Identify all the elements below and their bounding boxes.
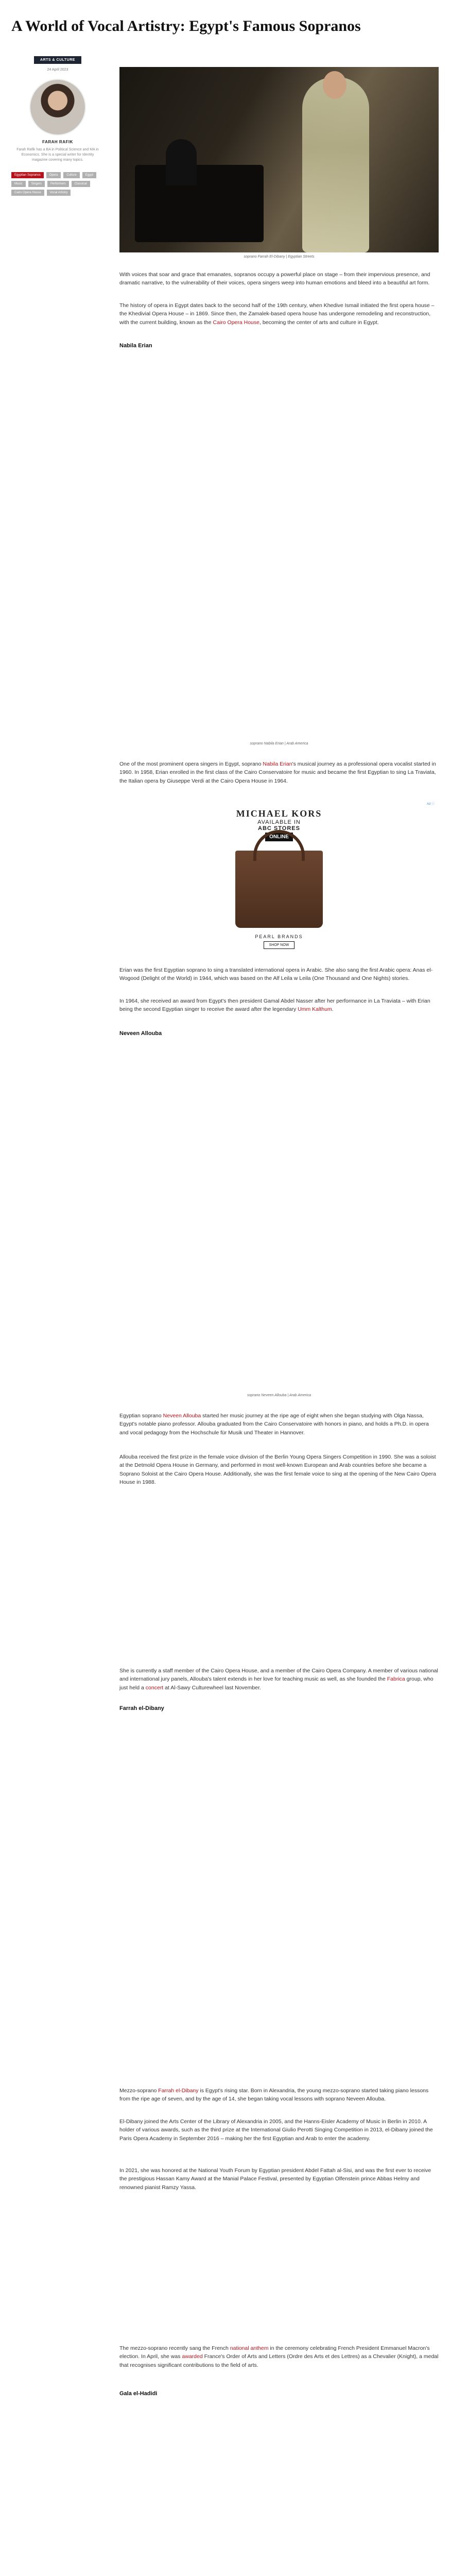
ad-line-2: ABC STORES (258, 825, 300, 832)
umm-kalthum-link[interactable]: Umm Kalthum (298, 1006, 332, 1013)
piano-shape (135, 165, 264, 242)
tag[interactable]: Performers (47, 181, 69, 187)
tag[interactable]: Vocal Artistry (47, 190, 71, 196)
erian-image-placeholder (119, 361, 439, 732)
text: at Al-Sawy Culturewheel last November. (163, 1684, 261, 1691)
dibany-paragraph-4 (119, 2344, 439, 2369)
hero-caption: soprano Farrah El-Dibany | Egyptian Streets (244, 255, 315, 259)
tag[interactable]: Classical (72, 181, 90, 187)
author-name[interactable]: FARAH RAFIK (42, 140, 73, 144)
publish-date: 24 April 2023 (47, 68, 68, 72)
advertisement[interactable] (119, 801, 439, 961)
dibany-paragraph-3: In 2021, she was honored at the National Youth Forum by Egyptian president Abdel Fattah al-Sisi, and was the first ever to receive the prestigious Hassan Kamy Award at the Manial Palace Festival, presented by Egyptian Olfenstein prince Abbas Helmy and renowned pianist Ramzy Yassa. (119, 2167, 431, 2191)
dibany-image-placeholder (119, 1723, 439, 2079)
hero-image (119, 67, 439, 252)
allouba-paragraph-1 (119, 1412, 439, 1437)
page-title: A World of Vocal Artistry: Egypt's Famous Sopranos (11, 18, 361, 35)
ad-brand: MICHAEL KORS (236, 808, 322, 819)
ad-space-placeholder (119, 1504, 439, 1659)
hadidi-image-placeholder (119, 2411, 439, 2576)
ad-space-placeholder-2 (119, 2205, 439, 2339)
text: started her music journey at the ripe age of eight when she began studying with Olga Nassa, Egypt's notable piano professor. Allouba graduated from the Cairo Conservatoire with honors in piano, and holds a Ph.D. in opera and vocal pedagogy from the Hochschule für Musik und Theater in Hannover. (119, 1413, 429, 1436)
text: One of the most prominent opera singers in Egypt, soprano (119, 761, 263, 767)
tag[interactable]: Opera (46, 172, 61, 178)
singer-head-shape (323, 71, 346, 99)
tag[interactable]: Cairo Opera House (11, 190, 44, 196)
text: The mezzo-soprano recently sang the French (119, 2345, 230, 2351)
concert-link[interactable]: concert (145, 1684, 164, 1691)
allouba-image-placeholder (119, 1051, 439, 1386)
awarded-link[interactable]: awarded (182, 2353, 203, 2360)
text: In 1964, she received an award from Egypt's then president Gamal Abdel Nasser after her performance in La Traviata – with Erian being the second Egyptian singer to receive the award after the legendary (119, 998, 430, 1013)
tag[interactable]: Egypt (82, 172, 96, 178)
erian-paragraph-1 (119, 760, 439, 785)
handbag-handle (253, 830, 305, 861)
author-bio: Farah Rafik has a BA in Political Science and MA in Economics. She is a special writer for Identity magazine covering many topics. (16, 148, 99, 162)
author-sidebar (11, 54, 104, 196)
fabrica-link[interactable]: Fabrica (387, 1676, 405, 1683)
tag-list (11, 172, 104, 196)
allouba-link[interactable]: Neveen Allouba (163, 1413, 201, 1419)
text: Egyptian soprano (119, 1413, 163, 1419)
allouba-caption: soprano Neveen Allouba | Arab America (247, 1394, 311, 1397)
ad-info-label[interactable]: Ad ⓘ (426, 803, 435, 806)
history-text-end: , becoming the center of arts and culture in Egypt. (259, 319, 379, 326)
text: 's musical journey as a professional opera vocalist started in 1960. In 1958, Erian enrolled in the first class of the Cairo Conservatoire for music and became the first Egyptian to sing La Traviata, the Italian opera by Giuseppe Verdi at the Cairo Opera House in 1964. (119, 761, 436, 784)
text: France's Order of Arts and Letters (Ordre des Arts et des Lettres) as a Chevalier (Knight), a medal that recognises significant contributions to the field of arts. (119, 2353, 439, 2368)
text: is Egypt's rising star. Born in Alexandria, the young mezzo-soprano started taking piano lessons from the ripe age of seven, and by the age of 14, she began taking vocal lessons with soprano Neveen Allouba. (119, 2088, 429, 2103)
intro-paragraph: With voices that soar and grace that emanates, sopranos occupy a powerful place on stage – from their impervious presence, and dramatic narrative, to the vulnerability of their voices, opera singers weep into human emotions and bleed into a beautiful art form. (119, 272, 430, 286)
text: group, who just held a (119, 1676, 434, 1691)
section-heading-hadidi: Gala el-Hadidi (119, 2391, 158, 2397)
tag[interactable]: Music (11, 181, 26, 187)
pianist-shape (166, 139, 197, 185)
erian-paragraph-3 (119, 997, 439, 1014)
allouba-paragraph-3 (119, 1667, 439, 1692)
ad-shop-button[interactable]: SHOP NOW (264, 941, 295, 949)
section-heading-allouba: Neveen Allouba (119, 1030, 162, 1037)
dibany-link[interactable]: Farrah el-Dibany (158, 2088, 199, 2094)
erian-link[interactable]: Nabila Erian (263, 761, 292, 767)
allouba-paragraph-2: Allouba received the first prize in the female voice division of the Berlin Young Opera Singers Competition in 1990. She was a soloist at the Detmold Opera House in Germany, and performed in most well-known European and Arab countries before she became a Soprano Soloist at the Cairo Opera House. Additionally, she was the first female voice to sing at the opening of the New Cairo Opera House in 1988. (119, 1454, 436, 1485)
dibany-paragraph-1 (119, 2087, 439, 2104)
section-heading-erian: Nabila Erian (119, 343, 152, 349)
handbag-image (235, 851, 323, 928)
history-text: The history of opera in Egypt dates back to the second half of the 19th century, when Khedive Ismail initiated the first opera house – the Khedivial Opera House – in 1869. Since then, the Zamalek-based opera house has undergone remodeling and reconstruction, with the current building, known as the (119, 302, 435, 326)
ad-line-1: AVAILABLE IN (257, 819, 301, 825)
text: . (332, 1006, 334, 1013)
tag[interactable]: Singers (28, 181, 45, 187)
cairo-opera-link[interactable]: Cairo Opera House (213, 319, 259, 326)
ad-store-name: PEARL BRANDS (255, 934, 303, 939)
ad-online-badge: ONLINE (265, 833, 293, 841)
dibany-paragraph-2: El-Dibany joined the Arts Center of the Library of Alexandria in 2005, and the Hanns-Eisler Academy of Music in Berlin in 2010. A holder of various awards, such as the third prize at the International Giulio Perotti Singing Competition in 2013, el-Dibany joined the Paris Opera Academy in September 2016 – making her the first Egyptian and Arab to enter the academy. (119, 2119, 433, 2142)
category-badge[interactable]: ARTS & CULTURE (34, 56, 81, 64)
tag[interactable]: Culture (63, 172, 79, 178)
tag[interactable]: Egyptian Sopranos (11, 172, 44, 178)
section-heading-dibany: Farrah el-Dibany (119, 1705, 164, 1711)
erian-caption: soprano Nabila Erian | Arab America (250, 742, 308, 745)
history-paragraph (119, 301, 439, 327)
text: in the ceremony celebrating French President Emmanuel Macron's election. In April, she was (119, 2345, 430, 2360)
author-avatar (29, 79, 86, 135)
singer-gown-shape (302, 77, 369, 252)
erian-paragraph-2: Erian was the first Egyptian soprano to sing a translated international opera in Arabic. She also sang the first Arabic opera: Anas el-Wogood (Delight of the World) in 1944, which was based on the Alf Leila w Leila (One Thousand and One Nights) stories. (119, 967, 433, 982)
text: She is currently a staff member of the Cairo Opera House, and a member of the Cairo Opera Company. A member of various national and international jury panels, Allouba's talent extends in her love for teaching music as well, as she founded the (119, 1668, 438, 1683)
anthem-link[interactable]: national anthem (230, 2345, 269, 2351)
text: Mezzo-soprano (119, 2088, 159, 2094)
